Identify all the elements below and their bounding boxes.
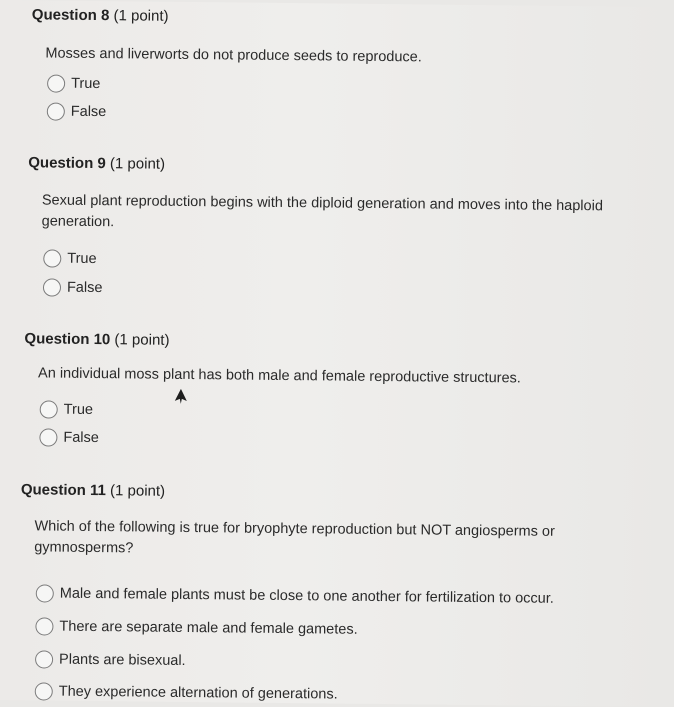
option-label: There are separate male and female gametes. xyxy=(59,618,358,638)
question-heading xyxy=(24,330,169,349)
radio-button[interactable] xyxy=(43,278,61,296)
radio-button[interactable] xyxy=(47,74,65,92)
question-11-text: Which of the following is true for bryophyte reproduction but NOT angiosperms or gymnosperms? xyxy=(34,518,555,557)
question-11-option-4[interactable] xyxy=(35,682,338,703)
question-11 xyxy=(21,481,165,500)
option-label: They experience alternation of generations. xyxy=(58,683,338,703)
question-10 xyxy=(24,330,169,349)
option-label: True xyxy=(67,250,97,268)
option-label: Plants are bisexual. xyxy=(59,651,186,669)
mouse-cursor-icon xyxy=(174,389,188,405)
question-10-option-false[interactable] xyxy=(39,428,99,447)
option-label: False xyxy=(66,279,103,297)
option-label: False xyxy=(70,103,107,121)
radio-button[interactable] xyxy=(43,249,61,267)
question-heading xyxy=(21,481,165,500)
question-number: Question 11 xyxy=(20,481,106,500)
question-points: (1 point) xyxy=(109,155,166,173)
question-10-text: An individual moss plant has both male and female reproductive structures. xyxy=(38,365,521,387)
radio-button[interactable] xyxy=(40,400,58,418)
question-number: Question 9 xyxy=(28,154,106,173)
option-label: Male and female plants must be close to one another for fertilization to occur. xyxy=(59,585,554,607)
question-8-option-false[interactable] xyxy=(47,102,107,121)
question-9 xyxy=(28,154,165,172)
question-points: (1 point) xyxy=(114,331,170,349)
radio-button[interactable] xyxy=(35,650,53,668)
question-heading xyxy=(28,154,165,172)
question-9-option-true[interactable] xyxy=(43,249,96,268)
question-points: (1 point) xyxy=(113,7,169,25)
question-11-option-1[interactable] xyxy=(36,584,554,607)
question-11-option-2[interactable] xyxy=(35,617,357,638)
question-8-option-true[interactable] xyxy=(47,74,100,93)
radio-button[interactable] xyxy=(39,428,57,446)
radio-button[interactable] xyxy=(36,584,54,602)
question-number: Question 8 xyxy=(31,6,110,25)
question-number: Question 10 xyxy=(24,330,111,349)
question-heading xyxy=(32,6,169,24)
question-9-option-false[interactable] xyxy=(43,278,103,297)
question-8 xyxy=(32,6,169,24)
question-10-option-true[interactable] xyxy=(40,400,93,419)
question-points: (1 point) xyxy=(109,482,166,500)
question-8-text: Mosses and liverworts do not produce seeds to reproduce. xyxy=(45,45,422,66)
option-label: True xyxy=(63,401,94,418)
option-label: False xyxy=(63,429,99,447)
radio-button[interactable] xyxy=(35,682,53,700)
radio-button[interactable] xyxy=(47,102,65,120)
radio-button[interactable] xyxy=(35,617,53,635)
question-11-option-3[interactable] xyxy=(35,650,186,670)
question-9-text: Sexual plant reproduction begins with the diploid generation and moves into the haploid generation. xyxy=(41,192,604,231)
option-label: True xyxy=(71,75,101,93)
